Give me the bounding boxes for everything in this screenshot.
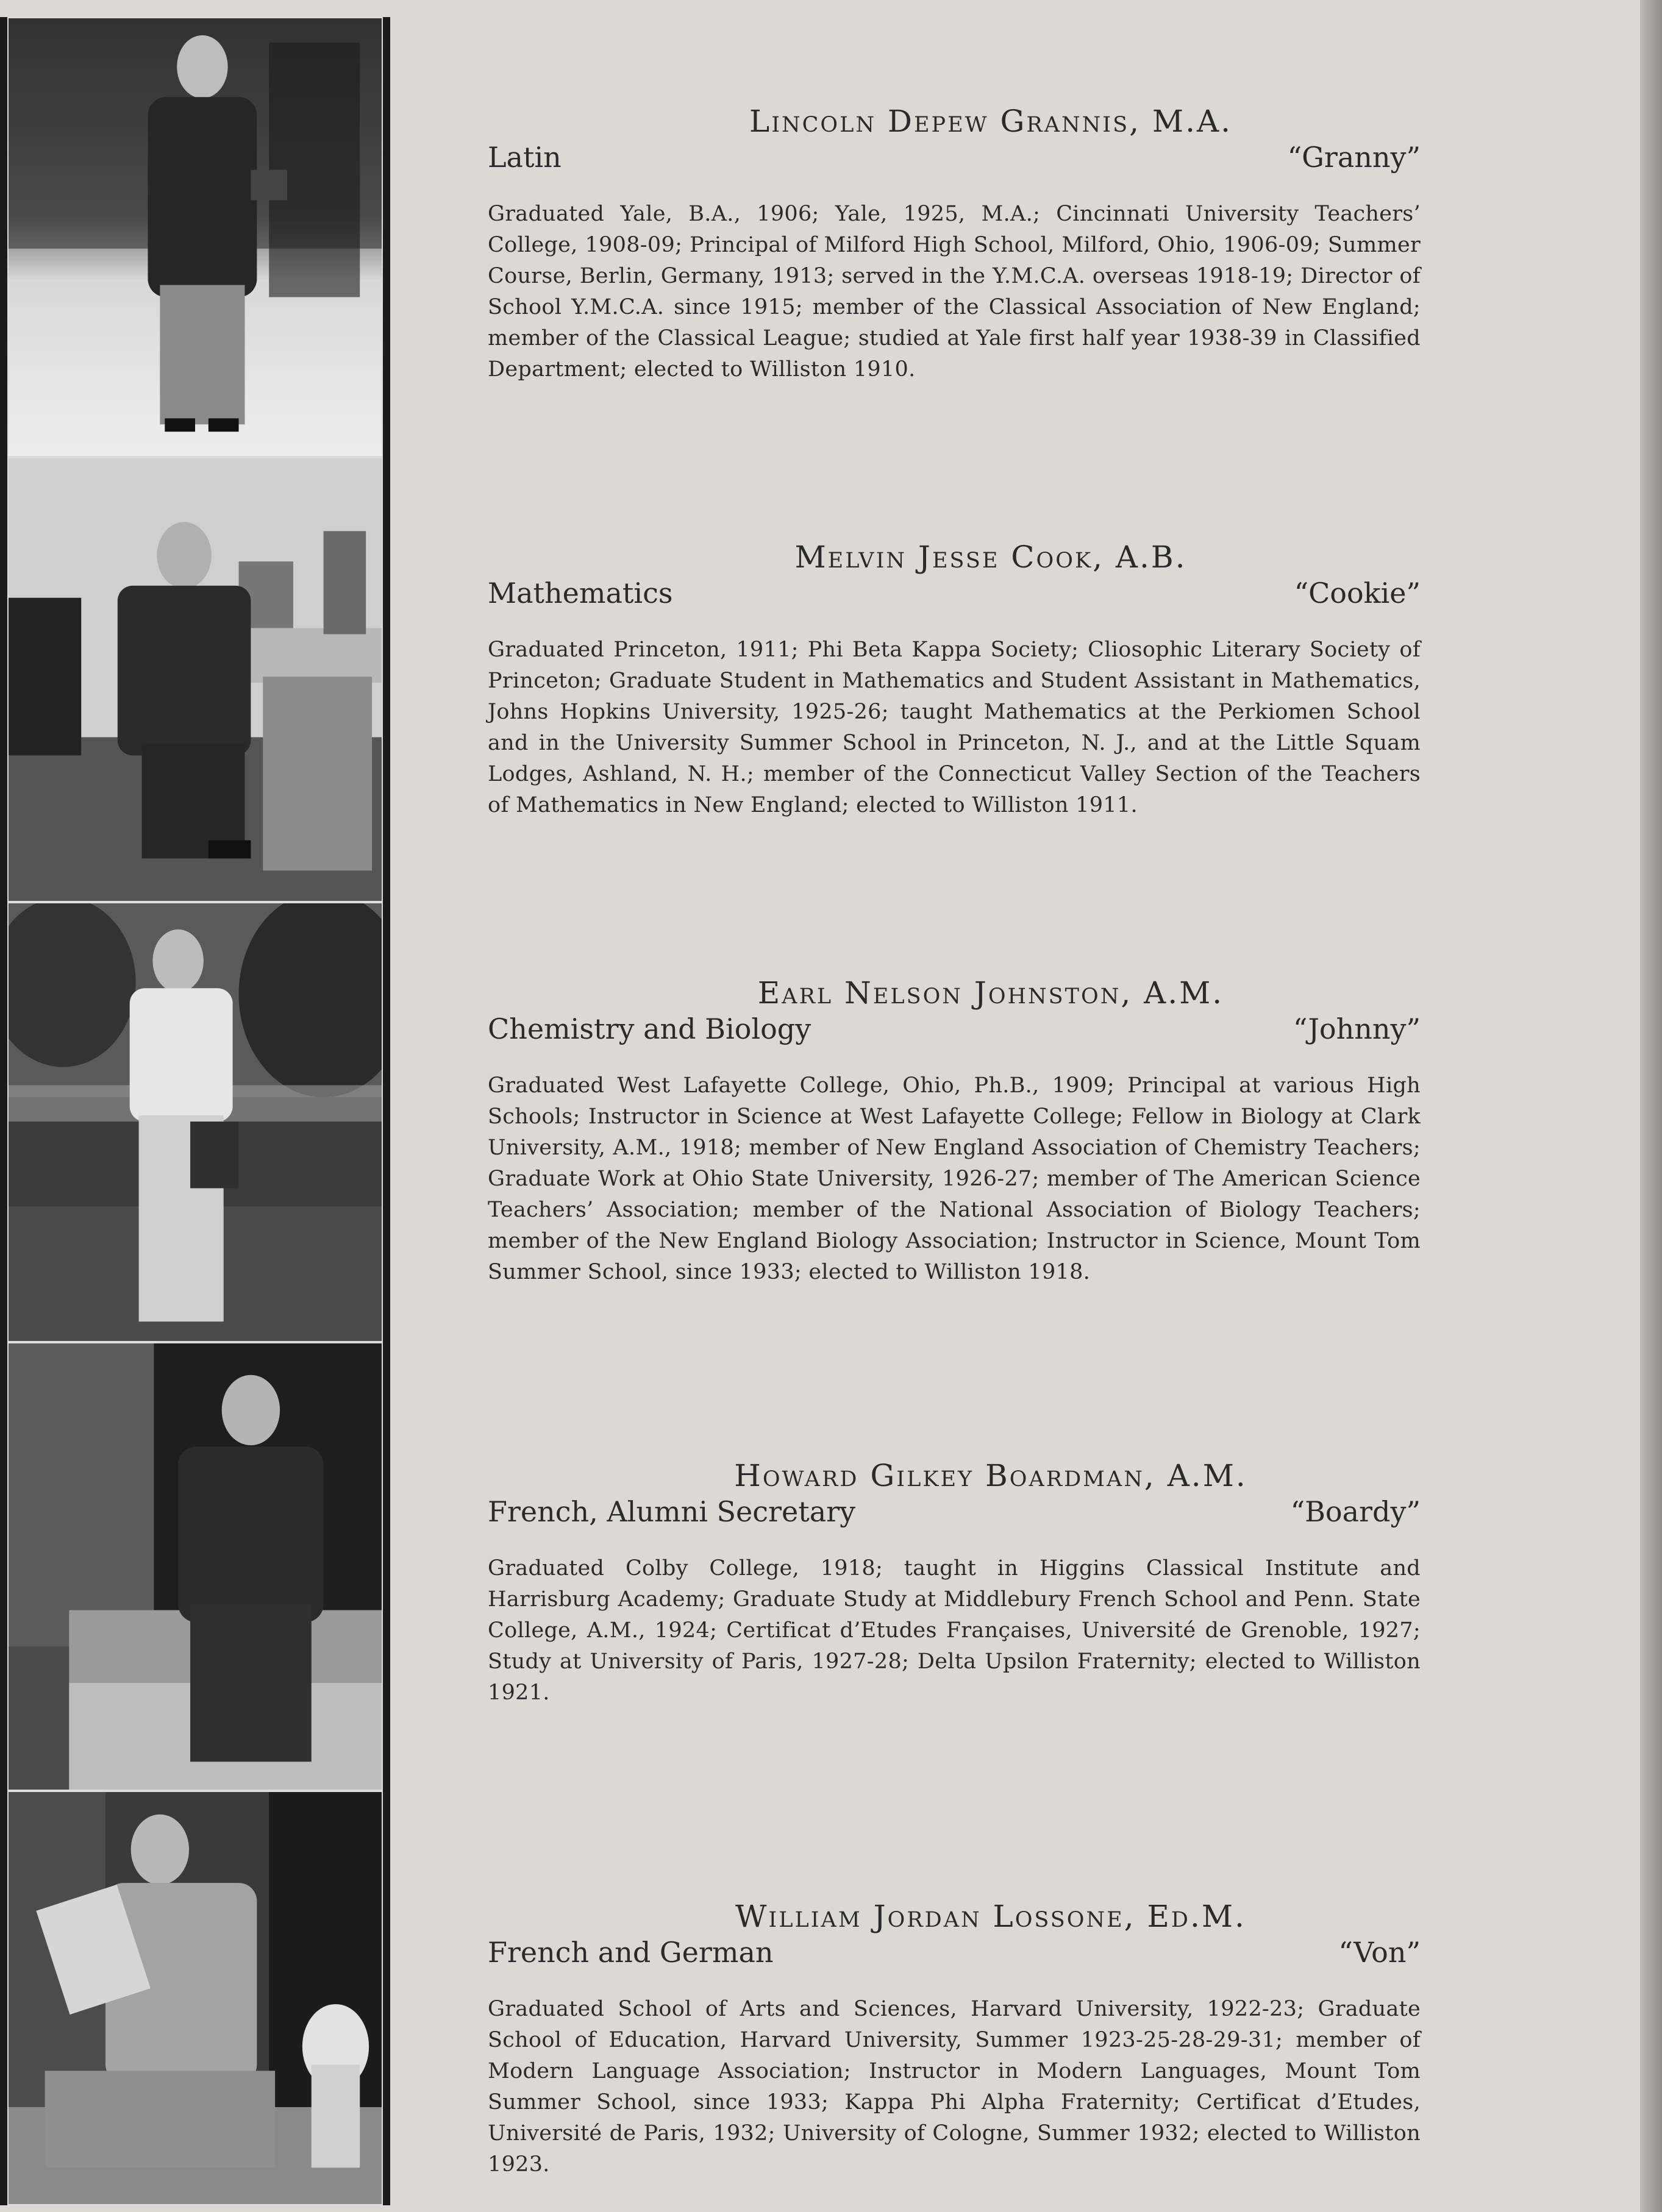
nickname: “Von”: [1338, 1936, 1421, 1969]
entry-boardman: [488, 1458, 1421, 1709]
teacher-name: Earl Nelson Johnston, A.M.: [757, 975, 1224, 1011]
subject: French and German: [488, 1936, 774, 1969]
nickname: “Johnny”: [1293, 1012, 1421, 1045]
entry-johnston: [488, 975, 1421, 1288]
biography: Graduated School of Arts and Sciences, Harvard University, 1922-23; Graduate School of Education, Harvard University, Summer 1923-25-28-29-31; member of Modern Language Association; Instructor in Modern Languages, Mount Tom Summer School, since 1933; Kappa Phi Alpha Fraternity; Certificat d’Etudes, Université de Paris, 1932; University of Cologne, Summer 1932; elected to Williston 1923.: [488, 1997, 1421, 2177]
teacher-name: Lincoln Depew Grannis, M.A.: [749, 104, 1232, 139]
photo-column: [0, 17, 390, 2205]
page-edge: [1640, 0, 1662, 2212]
entry-header: [488, 576, 1421, 610]
biography: Graduated Princeton, 1911; Phi Beta Kappa Society; Cliosophic Literary Society of Princeton; Graduate Student in Mathematics and Student Assistant in Mathematics, Johns Hopkins University, 1925-26; taught Mathematics at the Perkiomen School and in the University Summer School in Princeton, N. J., and at the Little Squam Lodges, Ashland, N. H.; member of the Connecticut Valley Section of the Teachers of Mathematics in New England; elected to Williston 1911.: [488, 638, 1421, 817]
nickname: “Cookie”: [1294, 577, 1421, 610]
biography: Graduated West Lafayette College, Ohio, Ph.B., 1909; Principal at various High Schools; Instructor in Science at West Lafayette College; Fellow in Biology at Clark University, A.M., 1918; member of New England Association of Chemistry Teachers; Graduate Work at Ohio State University, 1926-27; member of The American Science Teachers’ Association; member of the National Association of Biology Teachers; member of the New England Biology Association; Instructor in Science, Mount Tom Summer School, since 1933; elected to Williston 1918.: [488, 1073, 1421, 1284]
subject: Latin: [488, 141, 562, 174]
photo-lossone: [7, 1791, 383, 2205]
entry-grannis: [488, 104, 1421, 385]
entry-header: [488, 1935, 1421, 1969]
entry-header: [488, 140, 1421, 174]
entry-cook: [488, 539, 1421, 821]
subject: Chemistry and Biology: [488, 1012, 811, 1045]
subject: French, Alumni Secretary: [488, 1495, 856, 1528]
subject: Mathematics: [488, 577, 673, 610]
teacher-name: Melvin Jesse Cook, A.B.: [794, 539, 1187, 575]
entry-lossone: [488, 1899, 1421, 2180]
biography: Graduated Colby College, 1918; taught in Higgins Classical Institute and Harrisburg Academy; Graduate Study at Middlebury French School and Penn. State College, A.M., 1924; Certificat d’Etudes Françaises, Université de Grenoble, 1927; Study at University of Paris, 1927-28; Delta Upsilon Fraternity; elected to Williston 1921.: [488, 1556, 1421, 1705]
biography: Graduated Yale, B.A., 1906; Yale, 1925, M.A.; Cincinnati University Teachers’ College, 1908-09; Principal of Milford High School, Milford, Ohio, 1906-09; Summer Course, Berlin, Germany, 1913; served in the Y.M.C.A. overseas 1918-19; Director of School Y.M.C.A. since 1915; member of the Classical Association of New England; member of the Classical League; studied at Yale first half year 1938-39 in Classified Department; elected to Williston 1910.: [488, 202, 1421, 382]
photo-boardman: [7, 1342, 383, 1791]
teacher-name: William Jordan Lossone, Ed.M.: [735, 1899, 1246, 1934]
photo-johnston: [7, 902, 383, 1342]
nickname: “Granny”: [1287, 141, 1421, 174]
photo-cook: [7, 457, 383, 902]
photo-grannis: [7, 17, 383, 457]
entry-header: [488, 1495, 1421, 1529]
nickname: “Boardy”: [1290, 1495, 1421, 1528]
teacher-name: Howard Gilkey Boardman, A.M.: [734, 1458, 1247, 1493]
entry-header: [488, 1012, 1421, 1046]
